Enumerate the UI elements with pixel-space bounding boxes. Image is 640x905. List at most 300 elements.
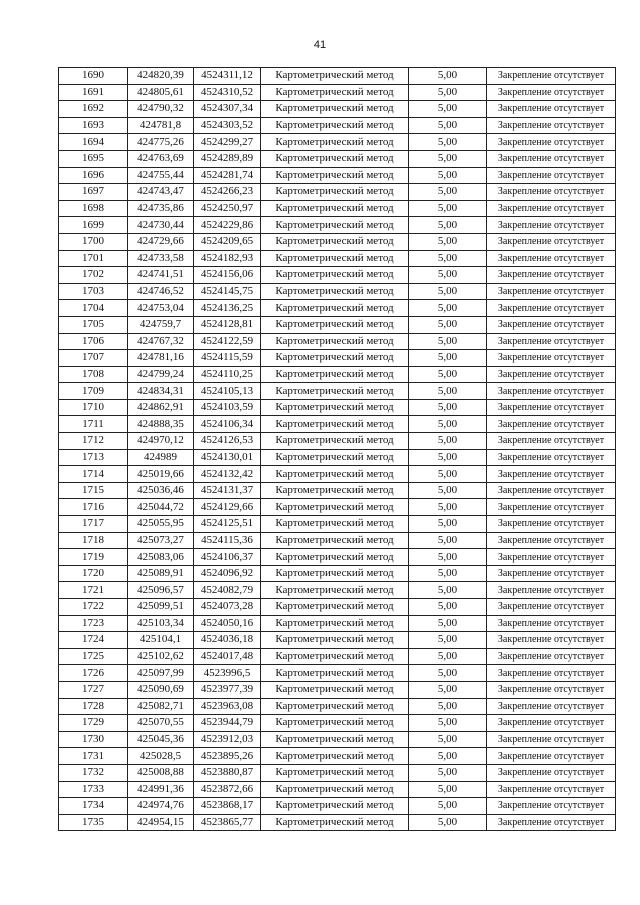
table-row <box>59 698 616 715</box>
x-coordinate-cell: 424805,61 <box>128 84 194 101</box>
point-number-cell: 1722 <box>59 599 128 616</box>
accuracy-cell: 5,00 <box>409 715 487 732</box>
method-cell: Картометрический метод <box>261 101 409 118</box>
method-cell: Картометрический метод <box>261 648 409 665</box>
accuracy-cell: 5,00 <box>409 681 487 698</box>
table-row <box>59 449 616 466</box>
x-coordinate-cell: 424970,12 <box>128 433 194 450</box>
point-number-cell: 1721 <box>59 582 128 599</box>
method-cell: Картометрический метод <box>261 134 409 151</box>
y-coordinate-cell: 4523895,26 <box>194 748 261 765</box>
method-cell: Картометрический метод <box>261 333 409 350</box>
y-coordinate-cell: 4524145,75 <box>194 283 261 300</box>
point-number-cell: 1713 <box>59 449 128 466</box>
fixing-description-cell: Закрепление отсутствует <box>487 466 616 483</box>
point-number-cell: 1705 <box>59 316 128 333</box>
y-coordinate-cell: 4524131,37 <box>194 482 261 499</box>
accuracy-cell: 5,00 <box>409 482 487 499</box>
fixing-description-cell: Закрепление отсутствует <box>487 184 616 201</box>
table-row <box>59 184 616 201</box>
point-number-cell: 1717 <box>59 516 128 533</box>
point-number-cell: 1708 <box>59 366 128 383</box>
x-coordinate-cell: 425008,88 <box>128 764 194 781</box>
method-cell: Картометрический метод <box>261 665 409 682</box>
point-number-cell: 1729 <box>59 715 128 732</box>
point-number-cell: 1703 <box>59 283 128 300</box>
table-row <box>59 781 616 798</box>
table-row <box>59 466 616 483</box>
table-row <box>59 217 616 234</box>
x-coordinate-cell: 424759,7 <box>128 316 194 333</box>
fixing-description-cell: Закрепление отсутствует <box>487 516 616 533</box>
x-coordinate-cell: 424746,52 <box>128 283 194 300</box>
table-row <box>59 117 616 134</box>
y-coordinate-cell: 4524128,81 <box>194 316 261 333</box>
accuracy-cell: 5,00 <box>409 632 487 649</box>
table-row <box>59 599 616 616</box>
x-coordinate-cell: 425103,34 <box>128 615 194 632</box>
accuracy-cell: 5,00 <box>409 84 487 101</box>
coordinates-table <box>58 67 616 831</box>
accuracy-cell: 5,00 <box>409 466 487 483</box>
x-coordinate-cell: 424989 <box>128 449 194 466</box>
point-number-cell: 1716 <box>59 499 128 516</box>
table-row <box>59 399 616 416</box>
fixing-description-cell: Закрепление отсутствует <box>487 433 616 450</box>
x-coordinate-cell: 424888,35 <box>128 416 194 433</box>
y-coordinate-cell: 4524122,59 <box>194 333 261 350</box>
point-number-cell: 1699 <box>59 217 128 234</box>
x-coordinate-cell: 425045,36 <box>128 731 194 748</box>
x-coordinate-cell: 425089,91 <box>128 565 194 582</box>
accuracy-cell: 5,00 <box>409 68 487 85</box>
fixing-description-cell: Закрепление отсутствует <box>487 549 616 566</box>
accuracy-cell: 5,00 <box>409 814 487 831</box>
table-row <box>59 715 616 732</box>
method-cell: Картометрический метод <box>261 449 409 466</box>
table-row <box>59 267 616 284</box>
method-cell: Картометрический метод <box>261 565 409 582</box>
method-cell: Картометрический метод <box>261 615 409 632</box>
table-row <box>59 366 616 383</box>
y-coordinate-cell: 4524156,06 <box>194 267 261 284</box>
x-coordinate-cell: 424834,31 <box>128 383 194 400</box>
accuracy-cell: 5,00 <box>409 565 487 582</box>
accuracy-cell: 5,00 <box>409 665 487 682</box>
x-coordinate-cell: 424954,15 <box>128 814 194 831</box>
point-number-cell: 1719 <box>59 549 128 566</box>
accuracy-cell: 5,00 <box>409 267 487 284</box>
point-number-cell: 1730 <box>59 731 128 748</box>
x-coordinate-cell: 424775,26 <box>128 134 194 151</box>
fixing-description-cell: Закрепление отсутствует <box>487 665 616 682</box>
x-coordinate-cell: 425028,5 <box>128 748 194 765</box>
table-row <box>59 333 616 350</box>
fixing-description-cell: Закрепление отсутствует <box>487 698 616 715</box>
x-coordinate-cell: 424735,86 <box>128 200 194 217</box>
method-cell: Картометрический метод <box>261 715 409 732</box>
y-coordinate-cell: 4523963,08 <box>194 698 261 715</box>
table-row <box>59 532 616 549</box>
fixing-description-cell: Закрепление отсутствует <box>487 68 616 85</box>
table-row <box>59 200 616 217</box>
fixing-description-cell: Закрепление отсутствует <box>487 383 616 400</box>
x-coordinate-cell: 424781,8 <box>128 117 194 134</box>
table-row <box>59 84 616 101</box>
fixing-description-cell: Закрепление отсутствует <box>487 731 616 748</box>
accuracy-cell: 5,00 <box>409 383 487 400</box>
method-cell: Картометрический метод <box>261 532 409 549</box>
fixing-description-cell: Закрепление отсутствует <box>487 499 616 516</box>
y-coordinate-cell: 4524311,12 <box>194 68 261 85</box>
y-coordinate-cell: 4523944,79 <box>194 715 261 732</box>
y-coordinate-cell: 4523912,03 <box>194 731 261 748</box>
method-cell: Картометрический метод <box>261 466 409 483</box>
accuracy-cell: 5,00 <box>409 582 487 599</box>
method-cell: Картометрический метод <box>261 433 409 450</box>
point-number-cell: 1725 <box>59 648 128 665</box>
method-cell: Картометрический метод <box>261 316 409 333</box>
table-row <box>59 615 616 632</box>
method-cell: Картометрический метод <box>261 582 409 599</box>
point-number-cell: 1691 <box>59 84 128 101</box>
point-number-cell: 1694 <box>59 134 128 151</box>
point-number-cell: 1695 <box>59 150 128 167</box>
y-coordinate-cell: 4524266,23 <box>194 184 261 201</box>
y-coordinate-cell: 4523996,5 <box>194 665 261 682</box>
point-number-cell: 1711 <box>59 416 128 433</box>
fixing-description-cell: Закрепление отсутствует <box>487 764 616 781</box>
point-number-cell: 1702 <box>59 267 128 284</box>
fixing-description-cell: Закрепление отсутствует <box>487 449 616 466</box>
fixing-description-cell: Закрепление отсутствует <box>487 798 616 815</box>
method-cell: Картометрический метод <box>261 383 409 400</box>
table-row <box>59 383 616 400</box>
method-cell: Картометрический метод <box>261 267 409 284</box>
fixing-description-cell: Закрепление отсутствует <box>487 134 616 151</box>
y-coordinate-cell: 4524082,79 <box>194 582 261 599</box>
accuracy-cell: 5,00 <box>409 698 487 715</box>
y-coordinate-cell: 4524017,48 <box>194 648 261 665</box>
x-coordinate-cell: 424730,44 <box>128 217 194 234</box>
table-row <box>59 134 616 151</box>
method-cell: Картометрический метод <box>261 798 409 815</box>
method-cell: Картометрический метод <box>261 250 409 267</box>
point-number-cell: 1697 <box>59 184 128 201</box>
method-cell: Картометрический метод <box>261 681 409 698</box>
table-row <box>59 499 616 516</box>
table-row <box>59 549 616 566</box>
x-coordinate-cell: 424820,39 <box>128 68 194 85</box>
y-coordinate-cell: 4524132,42 <box>194 466 261 483</box>
point-number-cell: 1728 <box>59 698 128 715</box>
table-row <box>59 665 616 682</box>
accuracy-cell: 5,00 <box>409 217 487 234</box>
accuracy-cell: 5,00 <box>409 599 487 616</box>
y-coordinate-cell: 4524299,27 <box>194 134 261 151</box>
accuracy-cell: 5,00 <box>409 433 487 450</box>
table-row <box>59 233 616 250</box>
accuracy-cell: 5,00 <box>409 615 487 632</box>
fixing-description-cell: Закрепление отсутствует <box>487 715 616 732</box>
x-coordinate-cell: 424781,16 <box>128 350 194 367</box>
accuracy-cell: 5,00 <box>409 532 487 549</box>
fixing-description-cell: Закрепление отсутствует <box>487 814 616 831</box>
method-cell: Картометрический метод <box>261 632 409 649</box>
y-coordinate-cell: 4524250,97 <box>194 200 261 217</box>
accuracy-cell: 5,00 <box>409 233 487 250</box>
table-row <box>59 316 616 333</box>
fixing-description-cell: Закрепление отсутствует <box>487 233 616 250</box>
point-number-cell: 1726 <box>59 665 128 682</box>
y-coordinate-cell: 4524106,34 <box>194 416 261 433</box>
accuracy-cell: 5,00 <box>409 516 487 533</box>
table-row <box>59 764 616 781</box>
accuracy-cell: 5,00 <box>409 449 487 466</box>
accuracy-cell: 5,00 <box>409 300 487 317</box>
table-row <box>59 798 616 815</box>
accuracy-cell: 5,00 <box>409 283 487 300</box>
table-row <box>59 516 616 533</box>
point-number-cell: 1718 <box>59 532 128 549</box>
y-coordinate-cell: 4524126,53 <box>194 433 261 450</box>
accuracy-cell: 5,00 <box>409 499 487 516</box>
accuracy-cell: 5,00 <box>409 184 487 201</box>
fixing-description-cell: Закрепление отсутствует <box>487 117 616 134</box>
y-coordinate-cell: 4523865,77 <box>194 814 261 831</box>
method-cell: Картометрический метод <box>261 84 409 101</box>
point-number-cell: 1710 <box>59 399 128 416</box>
fixing-description-cell: Закрепление отсутствует <box>487 350 616 367</box>
method-cell: Картометрический метод <box>261 366 409 383</box>
fixing-description-cell: Закрепление отсутствует <box>487 366 616 383</box>
method-cell: Картометрический метод <box>261 599 409 616</box>
point-number-cell: 1715 <box>59 482 128 499</box>
fixing-description-cell: Закрепление отсутствует <box>487 632 616 649</box>
method-cell: Картометрический метод <box>261 283 409 300</box>
method-cell: Картометрический метод <box>261 731 409 748</box>
x-coordinate-cell: 425070,55 <box>128 715 194 732</box>
fixing-description-cell: Закрепление отсутствует <box>487 200 616 217</box>
accuracy-cell: 5,00 <box>409 200 487 217</box>
table-row <box>59 565 616 582</box>
y-coordinate-cell: 4524209,65 <box>194 233 261 250</box>
method-cell: Картометрический метод <box>261 781 409 798</box>
x-coordinate-cell: 424743,47 <box>128 184 194 201</box>
accuracy-cell: 5,00 <box>409 117 487 134</box>
x-coordinate-cell: 424741,51 <box>128 267 194 284</box>
x-coordinate-cell: 425044,72 <box>128 499 194 516</box>
point-number-cell: 1727 <box>59 681 128 698</box>
accuracy-cell: 5,00 <box>409 549 487 566</box>
method-cell: Картометрический метод <box>261 350 409 367</box>
accuracy-cell: 5,00 <box>409 316 487 333</box>
y-coordinate-cell: 4524310,52 <box>194 84 261 101</box>
x-coordinate-cell: 424991,36 <box>128 781 194 798</box>
x-coordinate-cell: 425055,95 <box>128 516 194 533</box>
fixing-description-cell: Закрепление отсутствует <box>487 416 616 433</box>
fixing-description-cell: Закрепление отсутствует <box>487 482 616 499</box>
x-coordinate-cell: 424763,69 <box>128 150 194 167</box>
fixing-description-cell: Закрепление отсутствует <box>487 250 616 267</box>
x-coordinate-cell: 424862,91 <box>128 399 194 416</box>
accuracy-cell: 5,00 <box>409 150 487 167</box>
point-number-cell: 1707 <box>59 350 128 367</box>
method-cell: Картометрический метод <box>261 167 409 184</box>
fixing-description-cell: Закрепление отсутствует <box>487 217 616 234</box>
fixing-description-cell: Закрепление отсутствует <box>487 599 616 616</box>
table-row <box>59 632 616 649</box>
fixing-description-cell: Закрепление отсутствует <box>487 565 616 582</box>
y-coordinate-cell: 4524289,89 <box>194 150 261 167</box>
y-coordinate-cell: 4524073,28 <box>194 599 261 616</box>
method-cell: Картометрический метод <box>261 516 409 533</box>
accuracy-cell: 5,00 <box>409 399 487 416</box>
table-row <box>59 748 616 765</box>
x-coordinate-cell: 425083,06 <box>128 549 194 566</box>
method-cell: Картометрический метод <box>261 814 409 831</box>
table-row <box>59 300 616 317</box>
point-number-cell: 1714 <box>59 466 128 483</box>
y-coordinate-cell: 4524105,13 <box>194 383 261 400</box>
x-coordinate-cell: 424755,44 <box>128 167 194 184</box>
method-cell: Картометрический метод <box>261 764 409 781</box>
y-coordinate-cell: 4524307,34 <box>194 101 261 118</box>
accuracy-cell: 5,00 <box>409 764 487 781</box>
method-cell: Картометрический метод <box>261 117 409 134</box>
table-row <box>59 482 616 499</box>
fixing-description-cell: Закрепление отсутствует <box>487 84 616 101</box>
accuracy-cell: 5,00 <box>409 134 487 151</box>
fixing-description-cell: Закрепление отсутствует <box>487 748 616 765</box>
fixing-description-cell: Закрепление отсутствует <box>487 582 616 599</box>
point-number-cell: 1733 <box>59 781 128 798</box>
y-coordinate-cell: 4524115,36 <box>194 532 261 549</box>
point-number-cell: 1704 <box>59 300 128 317</box>
method-cell: Картометрический метод <box>261 416 409 433</box>
x-coordinate-cell: 424799,24 <box>128 366 194 383</box>
table-row <box>59 150 616 167</box>
x-coordinate-cell: 424790,32 <box>128 101 194 118</box>
y-coordinate-cell: 4524115,59 <box>194 350 261 367</box>
point-number-cell: 1731 <box>59 748 128 765</box>
table-row <box>59 648 616 665</box>
table-row <box>59 101 616 118</box>
accuracy-cell: 5,00 <box>409 167 487 184</box>
table-row <box>59 250 616 267</box>
accuracy-cell: 5,00 <box>409 798 487 815</box>
method-cell: Картометрический метод <box>261 499 409 516</box>
method-cell: Картометрический метод <box>261 184 409 201</box>
table-row <box>59 283 616 300</box>
fixing-description-cell: Закрепление отсутствует <box>487 267 616 284</box>
fixing-description-cell: Закрепление отсутствует <box>487 681 616 698</box>
method-cell: Картометрический метод <box>261 217 409 234</box>
table-row <box>59 681 616 698</box>
accuracy-cell: 5,00 <box>409 781 487 798</box>
point-number-cell: 1709 <box>59 383 128 400</box>
method-cell: Картометрический метод <box>261 200 409 217</box>
fixing-description-cell: Закрепление отсутствует <box>487 101 616 118</box>
table-row <box>59 731 616 748</box>
x-coordinate-cell: 425073,27 <box>128 532 194 549</box>
accuracy-cell: 5,00 <box>409 648 487 665</box>
y-coordinate-cell: 4524229,86 <box>194 217 261 234</box>
point-number-cell: 1701 <box>59 250 128 267</box>
x-coordinate-cell: 424753,04 <box>128 300 194 317</box>
point-number-cell: 1693 <box>59 117 128 134</box>
y-coordinate-cell: 4524136,25 <box>194 300 261 317</box>
x-coordinate-cell: 425019,66 <box>128 466 194 483</box>
fixing-description-cell: Закрепление отсутствует <box>487 399 616 416</box>
x-coordinate-cell: 424974,76 <box>128 798 194 815</box>
table-row <box>59 68 616 85</box>
y-coordinate-cell: 4524096,92 <box>194 565 261 582</box>
fixing-description-cell: Закрепление отсутствует <box>487 648 616 665</box>
fixing-description-cell: Закрепление отсутствует <box>487 283 616 300</box>
method-cell: Картометрический метод <box>261 698 409 715</box>
y-coordinate-cell: 4523868,17 <box>194 798 261 815</box>
fixing-description-cell: Закрепление отсутствует <box>487 532 616 549</box>
point-number-cell: 1735 <box>59 814 128 831</box>
x-coordinate-cell: 425082,71 <box>128 698 194 715</box>
point-number-cell: 1712 <box>59 433 128 450</box>
accuracy-cell: 5,00 <box>409 366 487 383</box>
fixing-description-cell: Закрепление отсутствует <box>487 316 616 333</box>
y-coordinate-cell: 4524281,74 <box>194 167 261 184</box>
y-coordinate-cell: 4523880,87 <box>194 764 261 781</box>
y-coordinate-cell: 4524303,52 <box>194 117 261 134</box>
fixing-description-cell: Закрепление отсутствует <box>487 781 616 798</box>
table-row <box>59 416 616 433</box>
x-coordinate-cell: 425102,62 <box>128 648 194 665</box>
x-coordinate-cell: 425099,51 <box>128 599 194 616</box>
y-coordinate-cell: 4523872,66 <box>194 781 261 798</box>
table-row <box>59 814 616 831</box>
table-row <box>59 582 616 599</box>
x-coordinate-cell: 425090,69 <box>128 681 194 698</box>
table-row <box>59 350 616 367</box>
point-number-cell: 1734 <box>59 798 128 815</box>
fixing-description-cell: Закрепление отсутствует <box>487 150 616 167</box>
accuracy-cell: 5,00 <box>409 731 487 748</box>
y-coordinate-cell: 4523977,39 <box>194 681 261 698</box>
fixing-description-cell: Закрепление отсутствует <box>487 615 616 632</box>
x-coordinate-cell: 424729,66 <box>128 233 194 250</box>
point-number-cell: 1720 <box>59 565 128 582</box>
y-coordinate-cell: 4524106,37 <box>194 549 261 566</box>
accuracy-cell: 5,00 <box>409 333 487 350</box>
y-coordinate-cell: 4524182,93 <box>194 250 261 267</box>
table-row <box>59 433 616 450</box>
point-number-cell: 1698 <box>59 200 128 217</box>
x-coordinate-cell: 424733,58 <box>128 250 194 267</box>
method-cell: Картометрический метод <box>261 549 409 566</box>
fixing-description-cell: Закрепление отсутствует <box>487 167 616 184</box>
method-cell: Картометрический метод <box>261 399 409 416</box>
y-coordinate-cell: 4524125,51 <box>194 516 261 533</box>
accuracy-cell: 5,00 <box>409 250 487 267</box>
method-cell: Картометрический метод <box>261 68 409 85</box>
point-number-cell: 1732 <box>59 764 128 781</box>
fixing-description-cell: Закрепление отсутствует <box>487 333 616 350</box>
point-number-cell: 1692 <box>59 101 128 118</box>
table-row <box>59 167 616 184</box>
point-number-cell: 1706 <box>59 333 128 350</box>
point-number-cell: 1723 <box>59 615 128 632</box>
point-number-cell: 1700 <box>59 233 128 250</box>
y-coordinate-cell: 4524129,66 <box>194 499 261 516</box>
